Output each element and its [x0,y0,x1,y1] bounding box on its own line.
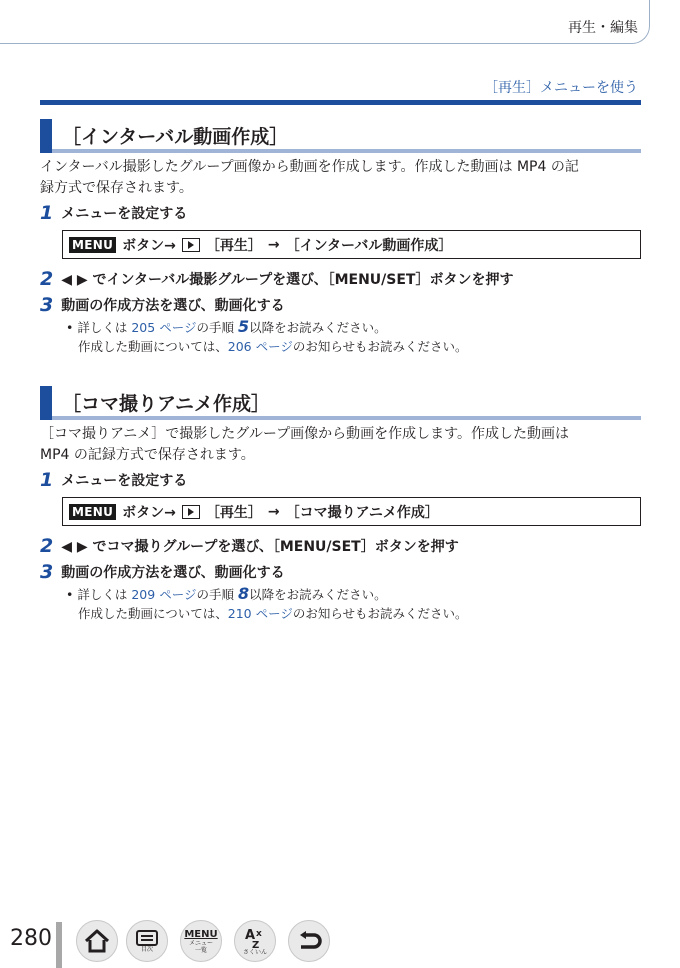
step-number: 1 [40,202,54,224]
menu-path-box: MENU ボタン→ ［再生］ → ［インターバル動画作成］ [62,230,641,259]
step-3 [40,294,285,316]
step-number: 2 [40,535,54,557]
step-number: 3 [40,561,54,583]
section-heading-interval [40,119,641,153]
header-tab-label: 再生・編集 [568,20,638,36]
menu-list-main: MENU [184,928,218,940]
index-icon [243,927,267,949]
step-text: ◀ ▶ でインターバル撮影グループを選び、［MENU/SET］ボタンを押す [61,272,514,288]
menu-button-badge: MENU [69,237,116,253]
page-link[interactable]: 205 ページ [131,320,197,335]
playback-icon [182,238,200,252]
playback-icon [182,505,200,519]
step-ref-number: 5 [237,317,250,336]
section-link[interactable]: ［再生］メニューを使う [484,80,638,96]
page-link[interactable]: 206 ページ [227,339,293,354]
page-number: 280 [10,926,52,951]
contents-icon [136,930,158,946]
menu-path-box: MENU ボタン→ ［再生］ → ［コマ撮りアニメ作成］ [62,497,641,526]
step-text: 動画の作成方法を選び、動画化する [61,298,285,314]
page-link[interactable]: 209 ページ [131,587,197,602]
back-icon [295,930,323,952]
heading-underline [52,149,641,153]
contents-button[interactable] [126,920,168,962]
step-text: メニューを設定する [61,206,188,222]
step-number: 3 [40,294,54,316]
heading-mark [40,386,52,420]
page-number-bar [56,922,62,968]
svg-text:A: A [245,927,256,943]
note-line-1: • 詳しくは 209 ページの手順 8以降をお読みください。 [66,584,387,603]
step-text: メニューを設定する [61,473,188,489]
step-1 [40,469,187,491]
step-text: 動画の作成方法を選び、動画化する [61,565,285,581]
step-3 [40,561,285,583]
heading-mark [40,119,52,153]
svg-text:Z: Z [252,939,260,949]
step-number: 1 [40,469,54,491]
section-title: ［インターバル動画作成］ [62,126,289,148]
home-icon [83,928,111,954]
step-2 [40,535,459,557]
heading-underline [52,416,641,420]
top-divider [40,100,641,105]
section-description: ［コマ撮りアニメ］で撮影したグループ画像から動画を作成します。作成した動画は MP4 の記録方式で保存されます。 [40,426,570,463]
step-2 [40,268,513,290]
page-link[interactable]: 210 ページ [227,606,293,621]
note-line-1: • 詳しくは 205 ページの手順 5以降をお読みください。 [66,317,387,336]
header-tab [0,0,650,44]
note-line-2: 作成した動画については、210 ページのお知らせもお読みください。 [78,606,468,621]
contents-label: 目次 [140,945,153,953]
index-label: さくいん [242,948,267,956]
section-heading-stop-motion [40,386,641,420]
step-text: ◀ ▶ でコマ撮りグループを選び、［MENU/SET］ボタンを押す [61,539,459,555]
section-title: ［コマ撮りアニメ作成］ [62,393,271,415]
index-button[interactable] [234,920,276,962]
step-ref-number: 8 [237,584,250,603]
home-button[interactable] [76,920,118,962]
step-number: 2 [40,268,54,290]
step-1 [40,202,187,224]
section-description: インターバル撮影したグループ画像から動画を作成します。作成した動画は MP4 の記 録方式で保存されます。 [40,159,579,196]
note-line-2: 作成した動画については、206 ページのお知らせもお読みください。 [78,339,468,354]
menu-button-badge: MENU [69,504,116,520]
back-button[interactable] [288,920,330,962]
svg-text:x: x [256,928,262,939]
menu-list-button[interactable]: MENU メニュー 一覧 [180,920,222,962]
